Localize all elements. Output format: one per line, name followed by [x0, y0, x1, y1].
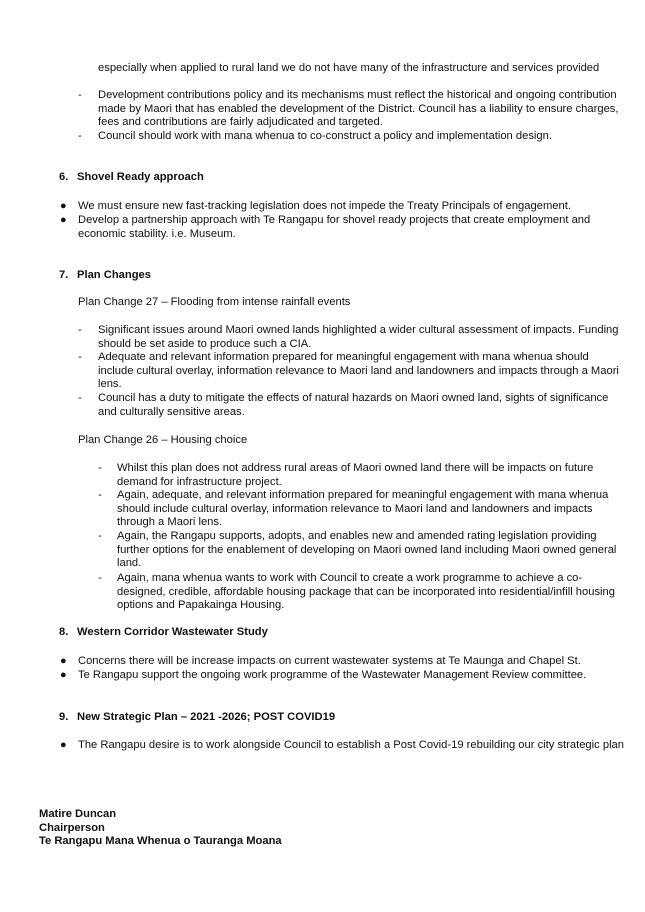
- dash-marker: -: [78, 392, 82, 404]
- section-number: 6.: [59, 171, 69, 183]
- pc27-item-text: Significant issues around Maori owned lands highlighted a wider cultural assessment of impacts. Funding should be set aside to produce such a CIA.: [98, 324, 619, 350]
- dash-marker: -: [78, 351, 82, 363]
- signatory-name: Matire Duncan: [39, 808, 117, 820]
- bullet-icon: ●: [60, 669, 67, 681]
- section-number: 8.: [59, 626, 69, 638]
- dash-marker: -: [98, 489, 102, 501]
- dash-marker: -: [98, 462, 102, 474]
- bullet-icon: ●: [60, 655, 67, 667]
- pc26-item-text: Again, the Rangapu supports, adopts, and enables new and amended rating legislation providing further options for the enablement of developing on Maori owned land including Maori owned general land.: [117, 530, 617, 570]
- bullet-text: The Rangapu desire is to work alongside Council to establish a Post Covid-19 rebuilding our city strategic plan: [78, 739, 624, 751]
- section-6-bullet-1: [60, 200, 626, 214]
- bullet-text: Concerns there will be increase impacts on current wastewater systems at Te Maunga and Chapel St.: [78, 655, 581, 667]
- section-number: 9.: [59, 711, 69, 723]
- pc27-item-2: [78, 351, 626, 392]
- section-6-bullet-2: [60, 214, 626, 241]
- bullet-text: Te Rangapu support the ongoing work programme of the Wastewater Management Review committee.: [78, 669, 587, 681]
- section-8-bullet-2: [60, 669, 626, 683]
- section-title: Plan Changes: [77, 269, 151, 281]
- pc26-item-3: [98, 530, 629, 571]
- pc26-item-text: Whilst this plan does not address rural areas of Maori owned land there will be impacts on future demand for infrastructure project.: [117, 462, 594, 488]
- pc26-item-1: [98, 462, 629, 489]
- pc26-item-text: Again, mana whenua wants to work with Council to create a work programme to achieve a co-designed, credible, affordable housing package that can be incorporated into residential/infill housing options and Papakainga Housing.: [117, 572, 615, 612]
- intro-item-1: [78, 89, 626, 130]
- dash-marker: -: [78, 324, 82, 336]
- pc27-item-3: [78, 392, 626, 419]
- intro-continuation: especially when applied to rural land we do not have many of the infrastructure and services provided: [98, 62, 600, 74]
- section-8-heading: [59, 626, 268, 640]
- bullet-text: We must ensure new fast-tracking legislation does not impede the Treaty Principals of engagement.: [78, 200, 571, 212]
- plan-change-26-title: Plan Change 26 – Housing choice: [78, 434, 248, 446]
- pc26-item-4: [98, 572, 629, 613]
- bullet-icon: ●: [60, 739, 67, 751]
- bullet-icon: ●: [60, 200, 67, 212]
- pc27-item-text: Council has a duty to mitigate the effects of natural hazards on Maori owned land, sights of significance and culturally sensitive areas.: [98, 392, 609, 418]
- intro-item-text: Council should work with mana whenua to co-construct a policy and implementation design.: [98, 130, 552, 142]
- section-number: 7.: [59, 269, 69, 281]
- dash-marker: -: [78, 89, 82, 101]
- plan-change-27-title: Plan Change 27 – Flooding from intense rainfall events: [78, 296, 351, 308]
- signatory-role: Chairperson: [39, 822, 105, 834]
- dash-marker: -: [98, 530, 102, 542]
- section-9-bullet-1: [60, 739, 626, 753]
- pc27-item-text: Adequate and relevant information prepared for meaningful engagement with mana whenua should include cultural overlay, information relevance to Maori land and landowners and impacts through a Maori lens.: [98, 351, 619, 391]
- pc26-item-2: [98, 489, 629, 530]
- bullet-text: Develop a partnership approach with Te Rangapu for shovel ready projects that create employment and economic stability. i.e. Museum.: [78, 214, 591, 240]
- section-title: New Strategic Plan – 2021 -2026; POST COVID19: [77, 711, 336, 723]
- intro-item-2: [78, 130, 626, 144]
- dash-marker: -: [78, 130, 82, 142]
- section-6-heading: [59, 171, 204, 185]
- section-title: Shovel Ready approach: [77, 171, 204, 183]
- section-9-heading: [59, 711, 335, 725]
- bullet-icon: ●: [60, 214, 67, 226]
- section-8-bullet-1: [60, 655, 626, 669]
- dash-marker: -: [98, 572, 102, 584]
- section-title: Western Corridor Wastewater Study: [77, 626, 268, 638]
- section-7-heading: [59, 269, 151, 283]
- pc26-item-text: Again, adequate, and relevant information prepared for meaningful engagement with mana whenua should include cultural overlay, information relevance to Maori land and landowners and impacts through a Maori lens.: [117, 489, 609, 529]
- pc27-item-1: [78, 324, 626, 351]
- intro-item-text: Development contributions policy and its mechanisms must reflect the historical and ongoing contribution made by Maori that has enabled the development of the District. Council has a liability to ensure charges, fees and contributions are fairly adjudicated and targeted.: [98, 89, 619, 129]
- signatory-organisation: Te Rangapu Mana Whenua o Tauranga Moana: [39, 835, 282, 847]
